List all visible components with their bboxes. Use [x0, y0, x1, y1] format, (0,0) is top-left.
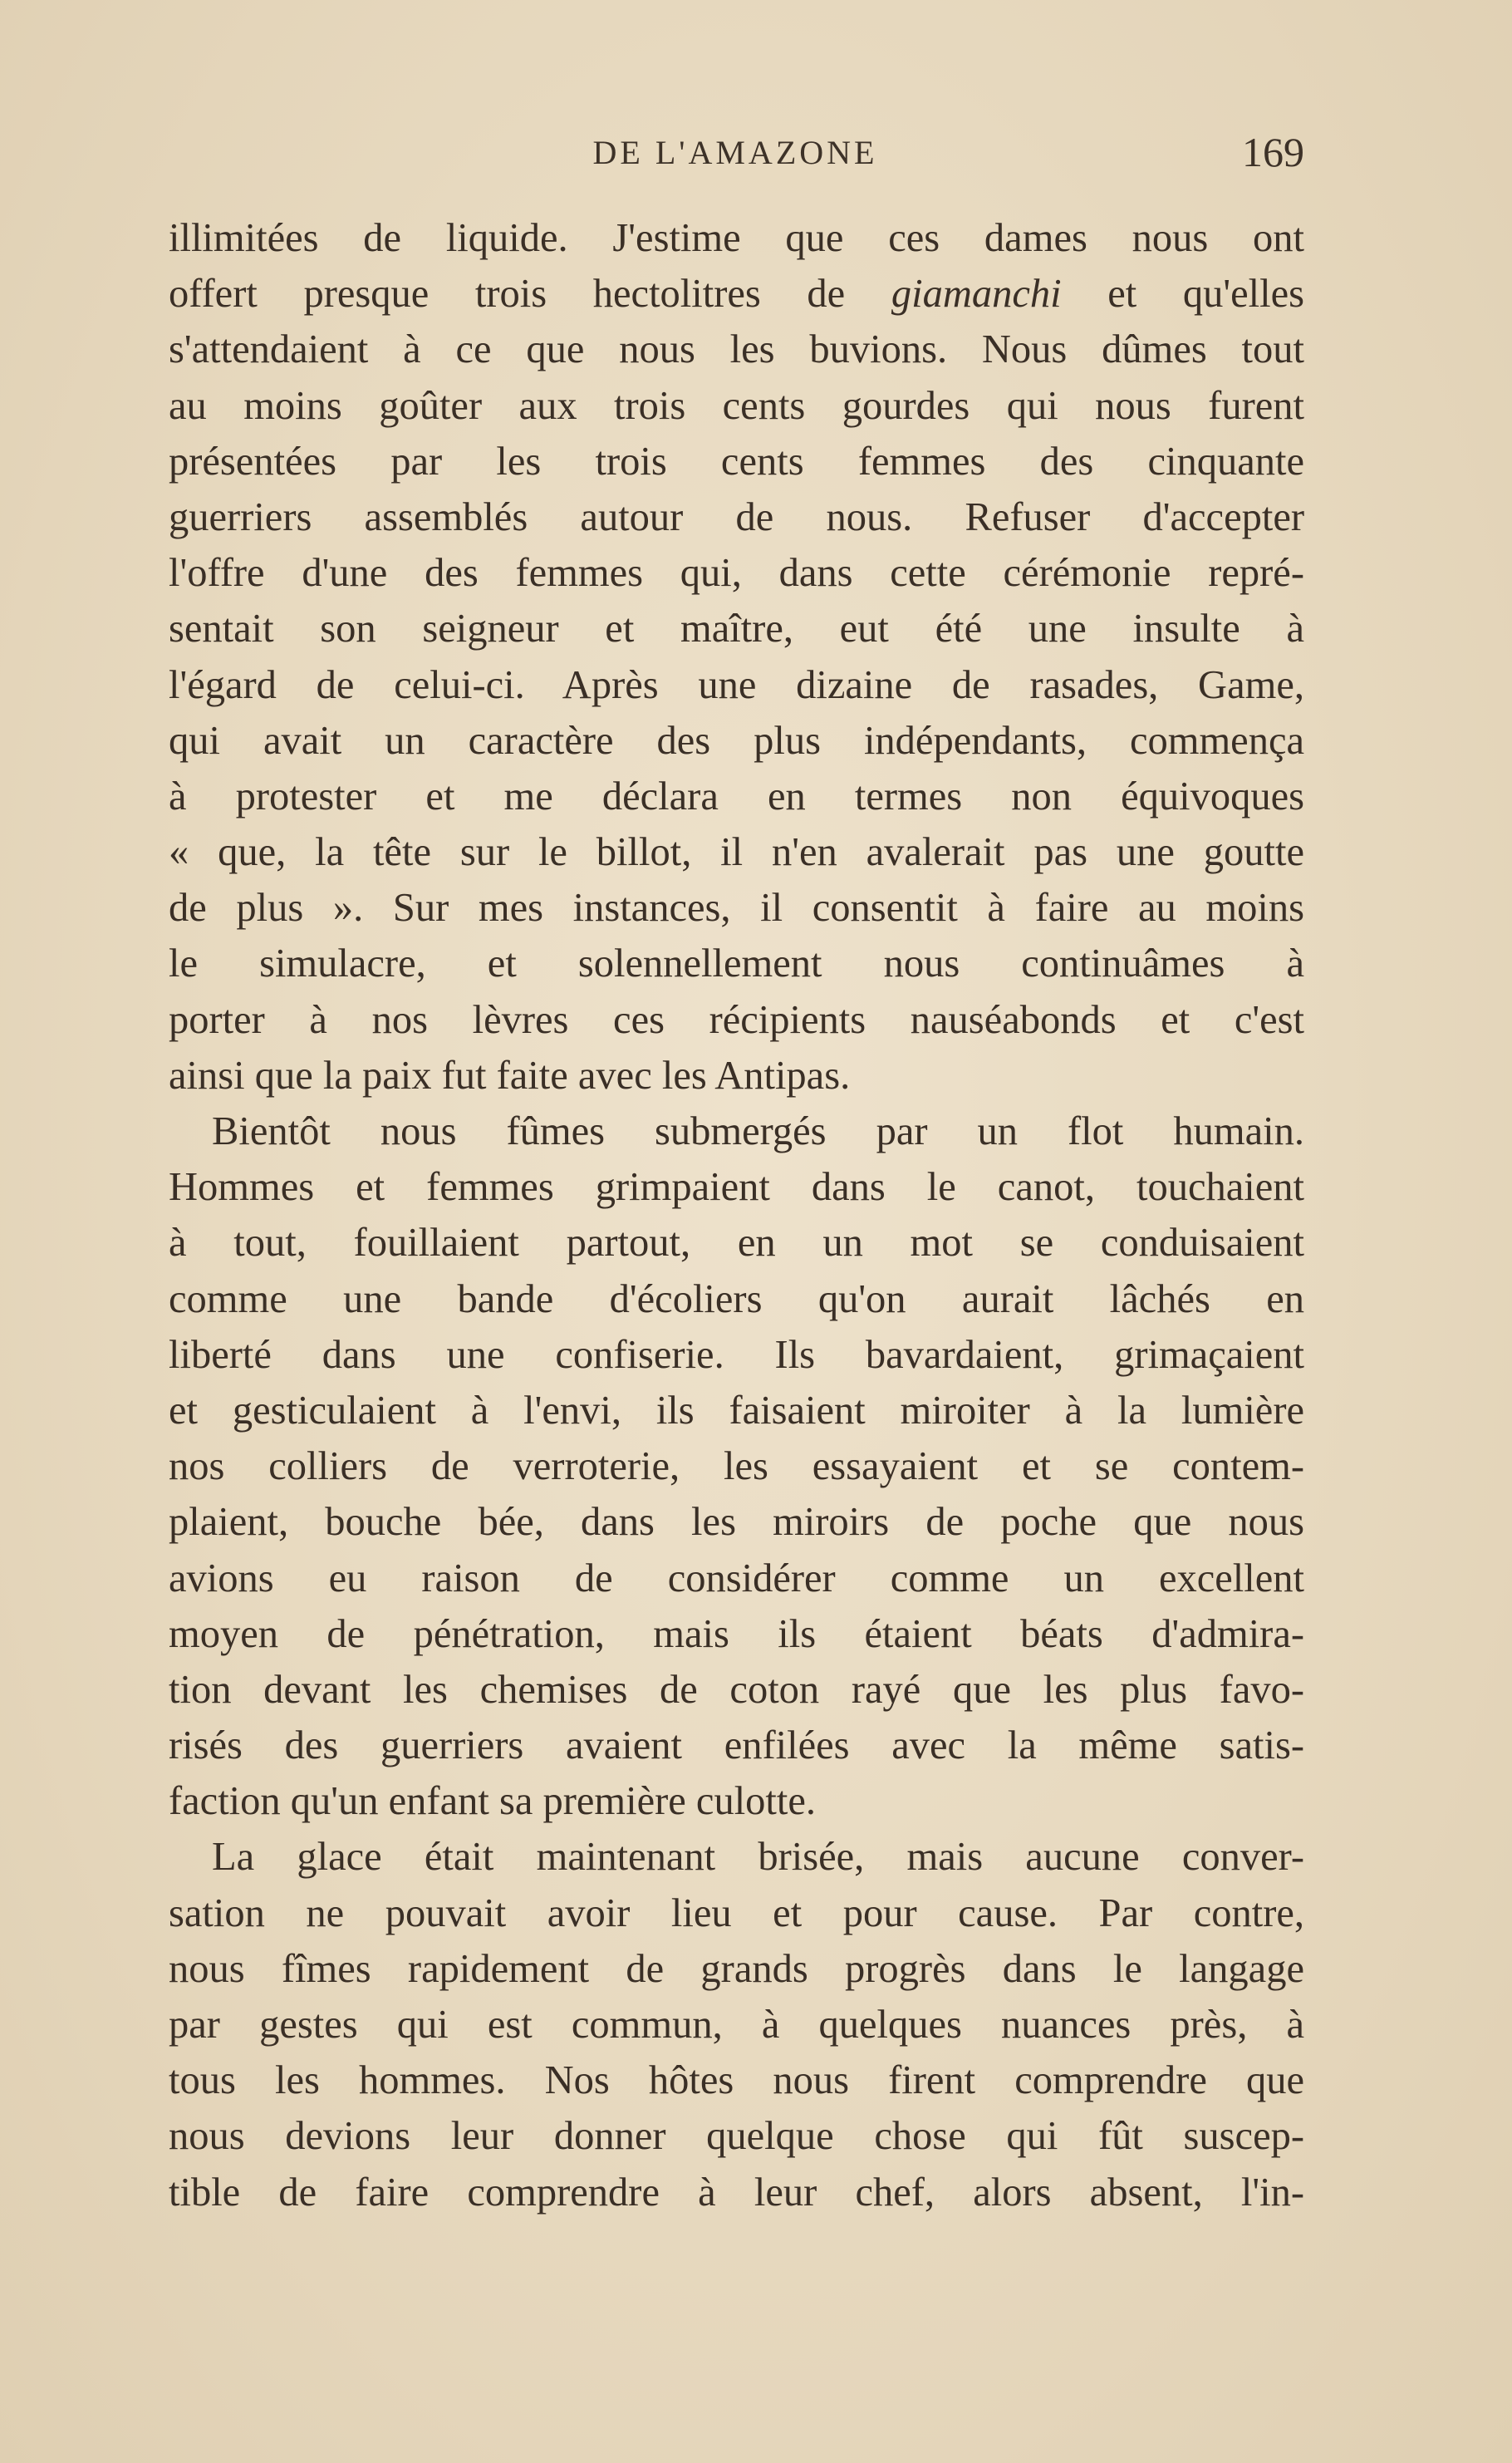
text-line: moyen de pénétration, mais ils étaient béats d'admira-: [169, 1611, 1304, 1656]
text-line: guerriers assemblés autour de nous. Refuser d'accepter: [169, 494, 1304, 539]
text-line: « que, la tête sur le billot, il n'en avalerait pas une goutte: [169, 830, 1304, 875]
paragraph: [169, 1829, 1304, 2220]
running-title: DE L'AMAZONE: [592, 134, 878, 171]
text-line: liberté dans une confiserie. Ils bavardaient, grimaçaient: [169, 1332, 1304, 1377]
text-line: illimitées de liquide. J'estime que ces dames nous ont: [169, 216, 1304, 260]
text-line: tous les hommes. Nos hôtes nous firent comprendre que: [169, 2058, 1304, 2103]
text-line: faction qu'un enfant sa première culotte.: [169, 1779, 817, 1824]
text-line: porter à nos lèvres ces récipients nauséabonds et c'est: [169, 997, 1304, 1042]
paragraph: [169, 1104, 1304, 1829]
text-line-end: et qu'elles: [1061, 272, 1304, 317]
text-line: [169, 266, 1304, 322]
text-line: par gestes qui est commun, à quelques nuances près, à: [169, 2003, 1304, 2047]
text-line: comme une bande d'écoliers qu'on aurait lâchés en: [169, 1276, 1304, 1321]
text-line: plaient, bouche bée, dans les miroirs de poche que nous: [169, 1500, 1304, 1545]
text-line: tible de faire comprendre à leur chef, alors absent, l'in-: [169, 2170, 1304, 2215]
text-line: nous fîmes rapidement de grands progrès dans le langage: [169, 1946, 1304, 1991]
text-line: l'égard de celui-ci. Après une dizaine de rasades, Game,: [169, 662, 1304, 707]
text-line: Bientôt nous fûmes submergés par un flot humain.: [212, 1109, 1304, 1153]
text-line: qui avait un caractère des plus indépendants, commença: [169, 718, 1304, 763]
text-line: risés des guerriers avaient enfilées avec la même satis-: [169, 1723, 1304, 1768]
text-line: sentait son seigneur et maître, eut été une insulte à: [169, 607, 1304, 651]
text-line-start: offert presque trois hectolitres de: [169, 272, 891, 317]
italic-word: giamanchi: [891, 272, 1062, 317]
body-text: [169, 210, 1304, 2220]
text-line: avions eu raison de considérer comme un excellent: [169, 1556, 1304, 1600]
text-line: et gesticulaient à l'envi, ils faisaient miroiter à la lumière: [169, 1388, 1304, 1433]
text-line: ainsi que la paix fut faite avec les Antipas.: [169, 1053, 851, 1098]
text-line: nos colliers de verroterie, les essayaient et se contem-: [169, 1444, 1304, 1489]
text-line: Hommes et femmes grimpaient dans le canot, touchaient: [169, 1165, 1304, 1210]
text-line: l'offre d'une des femmes qui, dans cette cérémonie repré-: [169, 551, 1304, 596]
text-line: au moins goûter aux trois cents gourdes qui nous furent: [169, 383, 1304, 428]
page-number: 169: [1242, 129, 1304, 175]
text-line: s'attendaient à ce que nous les buvions. Nous dûmes tout: [169, 327, 1304, 372]
text-line: de plus ». Sur mes instances, il consentit à faire au moins: [169, 886, 1304, 931]
text-line: La glace était maintenant brisée, mais aucune conver-: [212, 1835, 1304, 1880]
text-line: présentées par les trois cents femmes des cinquante: [169, 439, 1304, 484]
text-line: à protester et me déclara en termes non équivoques: [169, 774, 1304, 819]
page-header: [166, 123, 1304, 181]
text-line: tion devant les chemises de coton rayé que les plus favo-: [169, 1667, 1304, 1712]
text-line: nous devions leur donner quelque chose qui fût suscep-: [169, 2114, 1304, 2159]
text-line: à tout, fouillaient partout, en un mot se conduisaient: [169, 1221, 1304, 1266]
text-line: sation ne pouvait avoir lieu et pour cause. Par contre,: [169, 1890, 1304, 1935]
paragraph: [169, 210, 1304, 1104]
text-line: le simulacre, et solennellement nous continuâmes à: [169, 941, 1304, 986]
